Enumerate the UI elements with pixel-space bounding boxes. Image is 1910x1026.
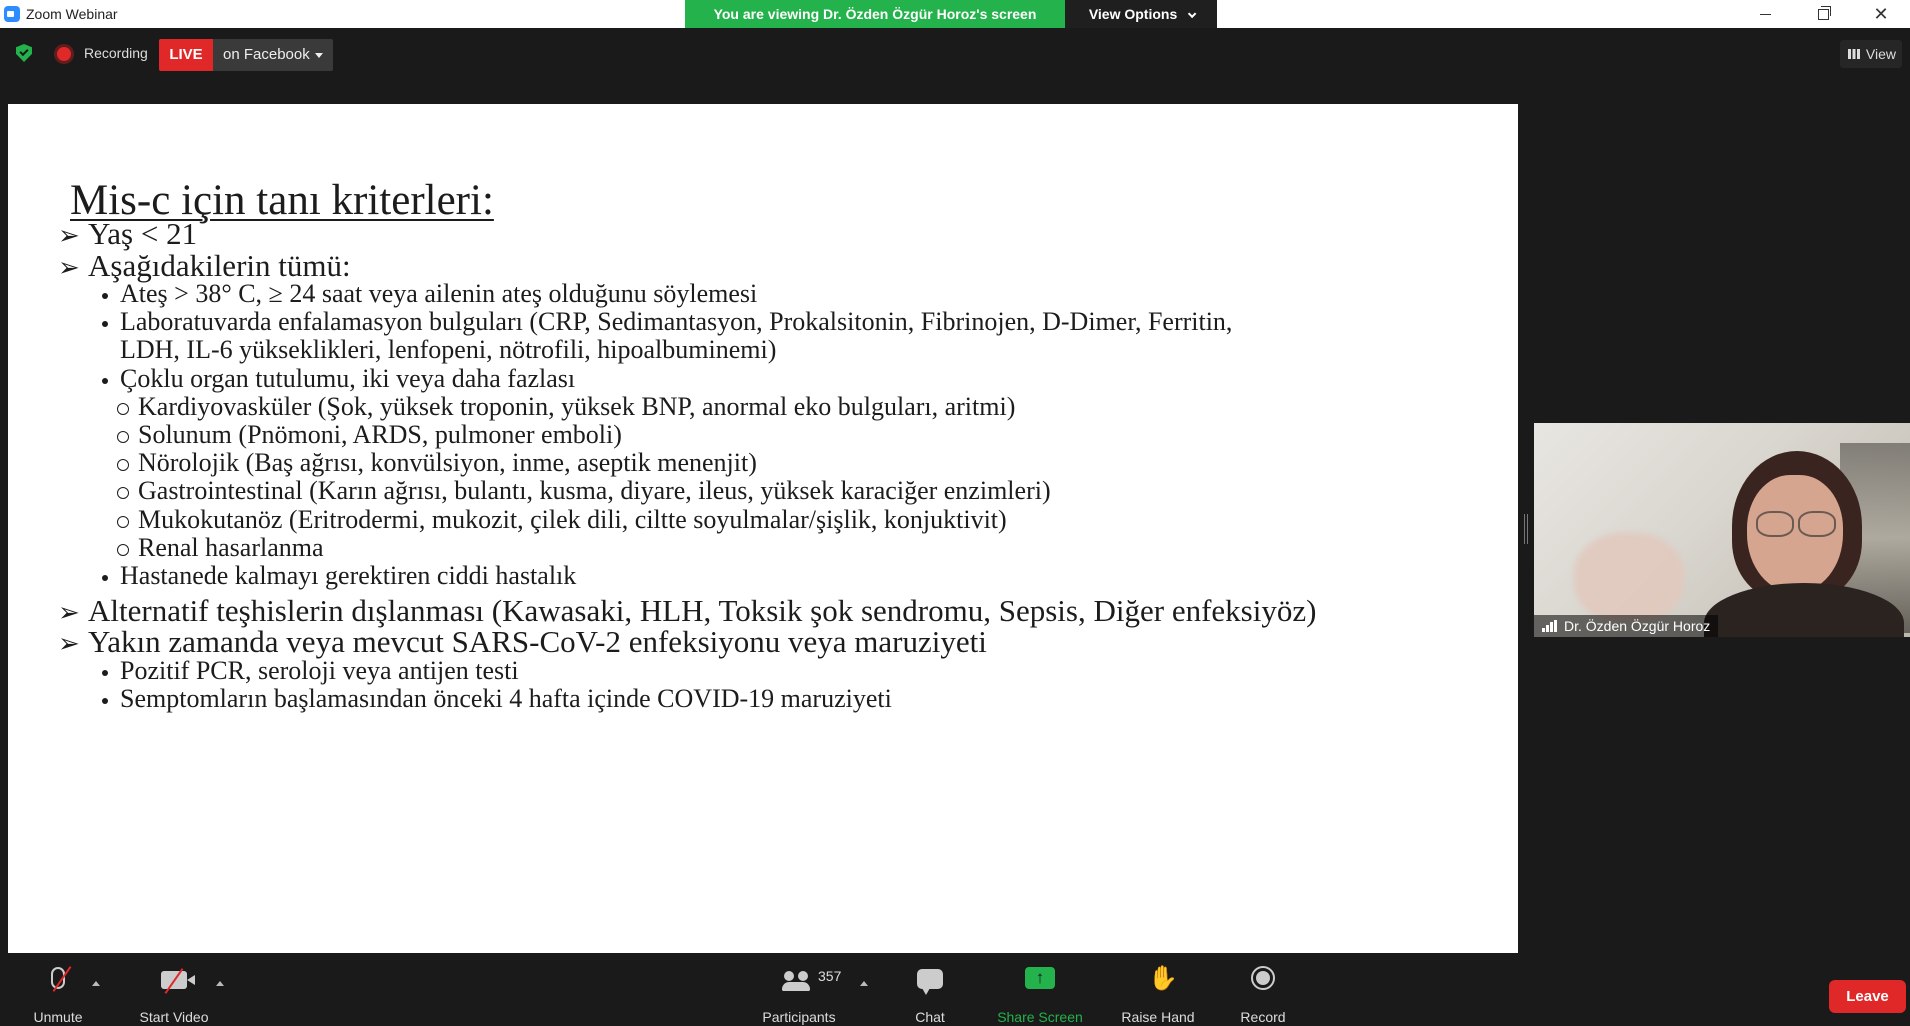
meeting-top-bar xyxy=(0,28,1910,104)
participants-label: Participants xyxy=(762,1009,836,1025)
shield-icon[interactable] xyxy=(16,44,32,62)
signal-strength-icon xyxy=(1542,620,1558,632)
viewing-banner: You are viewing Dr. Özden Özgür Horoz's screen xyxy=(685,0,1065,28)
title-bar xyxy=(0,0,1910,28)
shared-screen-slide xyxy=(8,104,1518,953)
panel-resize-handle[interactable] xyxy=(1524,514,1528,544)
arrow-bullet-icon: ➢ xyxy=(58,629,80,658)
chevron-down-icon xyxy=(1188,10,1196,18)
meeting-toolbar xyxy=(0,953,1910,1026)
slide-bullet-text: Gastrointestinal (Karın ağrısı, bulantı, kusma, diyare, ileus, yüksek karaciğer enzimleri) xyxy=(138,476,1051,506)
slide-bullet-item xyxy=(108,476,1051,506)
view-options-button[interactable] xyxy=(1065,0,1217,28)
share-screen-button[interactable] xyxy=(990,953,1090,1026)
video-options-caret-icon[interactable] xyxy=(216,981,224,986)
view-button[interactable] xyxy=(1840,40,1902,68)
slide-bullet-text: Mukokutanöz (Eritrodermi, mukozit, çilek dili, ciltte soyulmalar/şişlik, konjuktivit) xyxy=(138,504,1007,534)
dot-bullet-icon xyxy=(90,364,120,394)
slide-bullet-item xyxy=(90,335,776,365)
participants-button[interactable] xyxy=(744,953,854,1026)
start-video-button[interactable] xyxy=(130,953,218,1026)
chat-button[interactable] xyxy=(900,953,960,1026)
speaker-video-tile[interactable] xyxy=(1534,423,1910,637)
arrow-bullet-icon: ➢ xyxy=(58,221,80,250)
share-screen-label: Share Screen xyxy=(997,1009,1083,1025)
slide-bullet-text: Hastanede kalmayı gerektiren ciddi hastalık xyxy=(120,561,577,590)
view-label: View xyxy=(1865,46,1896,62)
leave-button[interactable]: Leave xyxy=(1829,980,1906,1013)
circle-bullet-icon xyxy=(108,392,138,422)
window-controls xyxy=(1736,0,1910,28)
slide-bullet-item xyxy=(90,279,757,309)
circle-bullet-icon xyxy=(108,533,138,563)
participant-name-label xyxy=(1534,615,1718,637)
slide-bullet-text: Semptomların başlamasından önceki 4 hafta içinde COVID-19 maruziyeti xyxy=(120,683,892,713)
slide-bullet-text: Pozitif PCR, seroloji veya antijen testi xyxy=(120,655,519,685)
minimize-button[interactable] xyxy=(1736,0,1794,28)
slide-bullet-text: Solunum (Pnömoni, ARDS, pulmoner emboli) xyxy=(138,420,622,449)
slide-bullet-text: Nörolojik (Baş ağrısı, konvülsiyon, inme, aseptik menenjit) xyxy=(138,448,757,478)
dot-bullet-icon xyxy=(90,684,120,714)
slide-bullet-item xyxy=(90,307,1232,337)
slide-bullet-text: Laboratuvarda enfalamasyon bulguları (CRP, Sedimantasyon, Prokalsitonin, Fibrinojen, D-Dimer, Ferritin, xyxy=(120,307,1233,337)
recording-label: Recording xyxy=(84,45,148,61)
slide-title: Mis-c için tanı kriterleri: xyxy=(70,177,494,224)
slide-bullet-text: Çoklu organ tutulumu, iki veya daha fazlası xyxy=(120,363,576,393)
circle-bullet-icon xyxy=(108,448,138,478)
caret-down-icon xyxy=(315,53,323,58)
chat-label: Chat xyxy=(915,1009,945,1025)
share-screen-icon xyxy=(1025,967,1055,989)
slide-bullet-item xyxy=(90,684,892,714)
minimize-icon xyxy=(1760,14,1771,15)
record-icon xyxy=(1251,966,1275,990)
participants-options-caret-icon[interactable] xyxy=(860,981,868,986)
chat-icon xyxy=(917,969,943,989)
unmute-button[interactable] xyxy=(22,953,94,1026)
slide-bullet-text: Alternatif teşhislerin dışlanması (Kawasaki, HLH, Toksik şok sendromu, Sepsis, Diğer enfeksiyöz) xyxy=(88,592,1317,628)
participant-name: Dr. Özden Özgür Horoz xyxy=(1564,618,1711,634)
unmute-label: Unmute xyxy=(33,1009,83,1025)
slide-bullet-text: Yakın zamanda veya mevcut SARS-CoV-2 enfeksiyonu veya maruziyeti xyxy=(88,624,987,659)
circle-bullet-icon xyxy=(108,505,138,535)
dot-bullet-icon xyxy=(90,656,120,686)
slide-bullet-item xyxy=(108,420,622,450)
start-video-label: Start Video xyxy=(139,1009,209,1025)
record-button[interactable] xyxy=(1228,953,1298,1026)
window-title: Zoom Webinar xyxy=(26,6,118,22)
slide-bullet-item xyxy=(108,533,324,563)
microphone-muted-icon xyxy=(51,967,65,989)
slide-bullet-text: Renal hasarlanma xyxy=(138,532,324,562)
dot-bullet-icon xyxy=(90,307,120,337)
video-camera-off-icon xyxy=(161,971,187,989)
live-badge: LIVE xyxy=(159,39,213,71)
audio-options-caret-icon[interactable] xyxy=(92,981,100,986)
dot-bullet-icon xyxy=(90,561,120,591)
slide-bullet-text: Yaş < 21 xyxy=(88,216,198,251)
slide-bullet-text: Kardiyovasküler (Şok, yüksek troponin, yüksek BNP, anormal eko bulguları, aritmi) xyxy=(138,391,1016,421)
slide-bullet-item xyxy=(90,364,575,394)
close-button[interactable] xyxy=(1852,0,1910,28)
circle-bullet-icon xyxy=(108,476,138,506)
record-label: Record xyxy=(1240,1009,1286,1025)
recording-dot-icon xyxy=(57,47,71,61)
close-icon: ✕ xyxy=(1873,3,1889,24)
slide-bullet-item xyxy=(108,505,1007,535)
restore-button[interactable] xyxy=(1794,0,1852,28)
speaker-hand xyxy=(1574,533,1684,623)
slide-bullet-text: LDH, IL-6 yükseklikleri, lenfopeni, nötrofili, hipoalbuminemi) xyxy=(120,335,777,365)
participant-count: 357 xyxy=(818,968,842,984)
speaker-glasses xyxy=(1756,511,1836,535)
grid-icon xyxy=(1848,49,1860,59)
raise-hand-icon: ✋ xyxy=(1148,965,1178,992)
slide-bullet-item xyxy=(108,448,757,478)
slide-bullet-item xyxy=(108,392,1015,422)
dot-bullet-icon xyxy=(90,279,120,309)
restore-icon xyxy=(1818,9,1829,20)
slide-bullet-text: Aşağıdakilerin tümü: xyxy=(88,247,351,283)
arrow-bullet-icon: ➢ xyxy=(58,252,80,282)
participants-icon xyxy=(782,971,810,991)
arrow-bullet-icon: ➢ xyxy=(58,597,80,627)
zoom-icon xyxy=(4,6,20,22)
view-options-label: View Options xyxy=(1088,6,1178,22)
slide-bullet-text: Ateş > 38° C, ≥ 24 saat veya ailenin ateş olduğunu söylemesi xyxy=(120,279,758,308)
slide-bullet-item xyxy=(90,561,576,591)
live-stream-target: on Facebook xyxy=(223,46,310,63)
slide-bullet-item xyxy=(90,656,519,686)
circle-bullet-icon xyxy=(108,420,138,450)
raise-hand-button[interactable] xyxy=(1112,953,1204,1026)
live-stream-dropdown[interactable] xyxy=(213,39,333,71)
raise-hand-label: Raise Hand xyxy=(1121,1009,1195,1025)
